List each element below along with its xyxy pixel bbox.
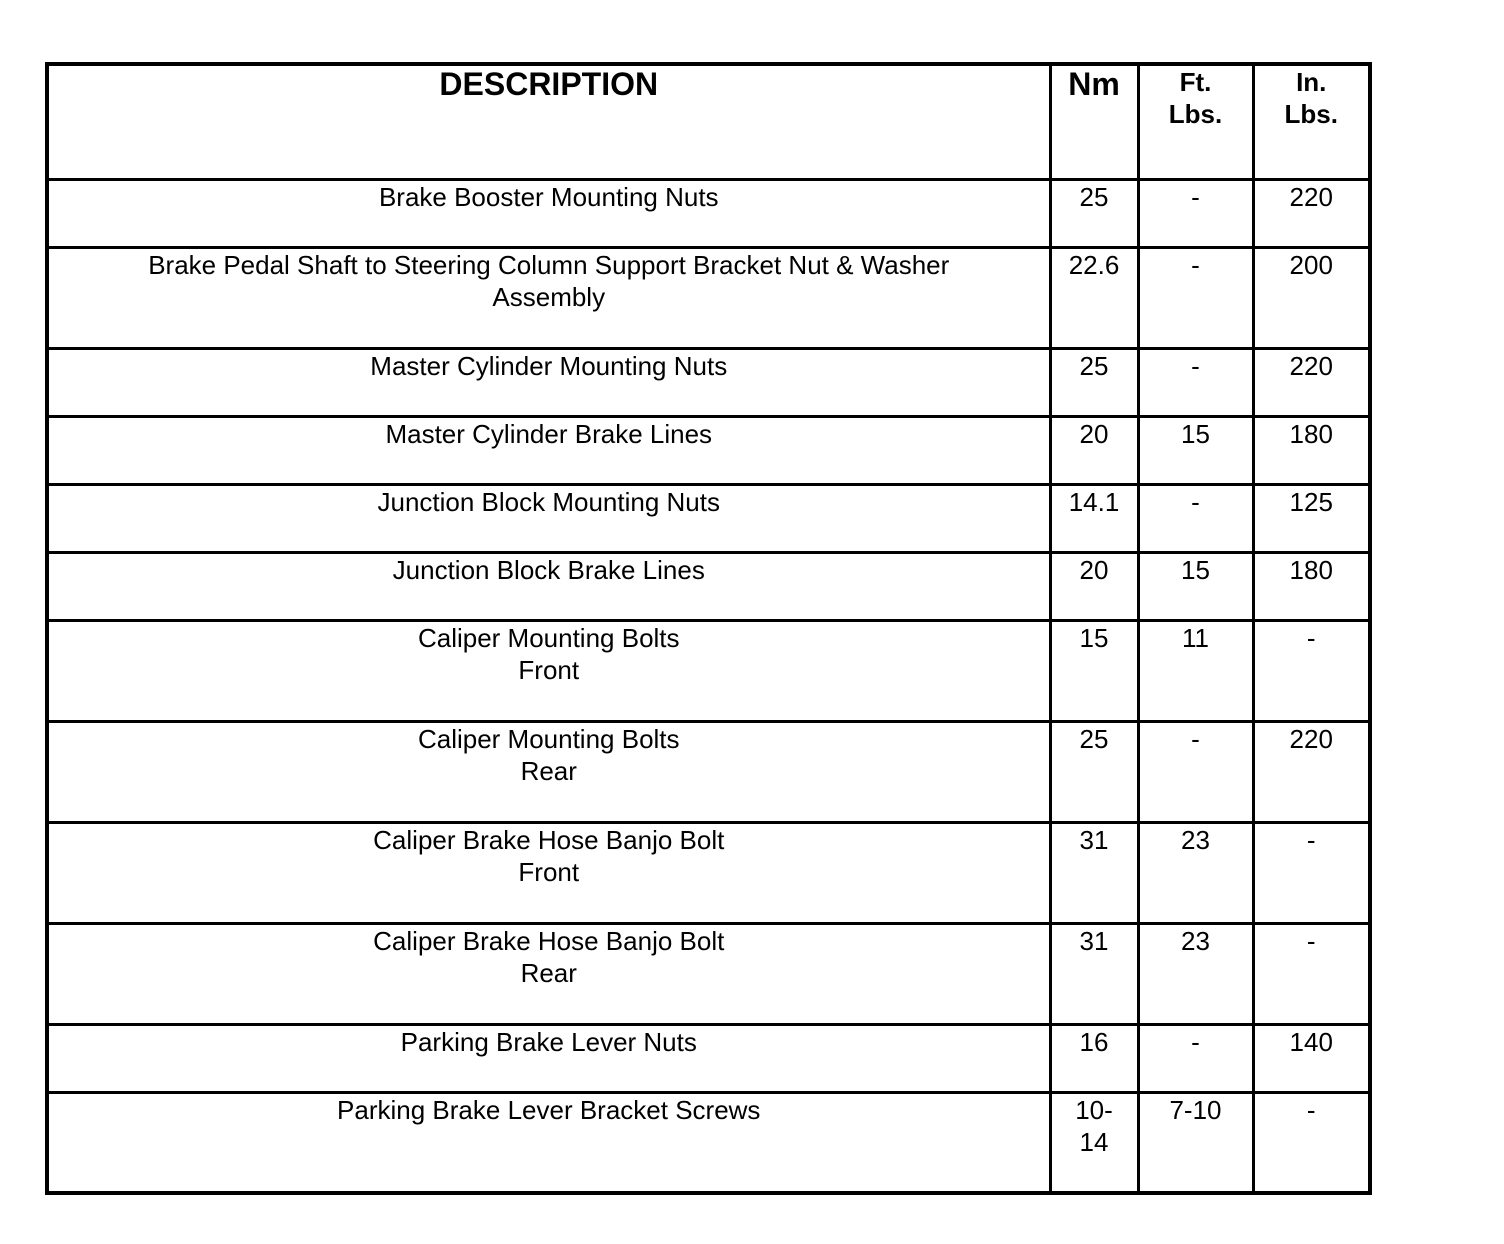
cell-description [47,721,1050,822]
cell-ft-lbs: 11 [1138,620,1253,721]
cell-ft-lbs: - [1138,1024,1253,1092]
cell-description [47,348,1050,416]
cell-nm [1050,923,1138,1024]
description-line1: Caliper Brake Hose Banjo Bolt [373,824,725,855]
cell-in-lbs: 220 [1253,179,1370,247]
nm-line1: 25 [1079,181,1109,212]
nm-line1: 22.6 [1068,249,1120,280]
nm-line1: 20 [1079,418,1109,449]
cell-ft-lbs: - [1138,721,1253,822]
table-row [47,620,1370,721]
table-row [47,552,1370,620]
cell-description [47,822,1050,923]
table-row [47,416,1370,484]
nm-line2: 14 [1079,1126,1109,1157]
cell-in-lbs: 125 [1253,484,1370,552]
nm-line1: 25 [1079,723,1109,754]
cell-nm [1050,822,1138,923]
header-in-lbs [1253,64,1370,179]
cell-description [47,1024,1050,1092]
description-line1: Master Cylinder Brake Lines [385,418,713,449]
description-line1: Master Cylinder Mounting Nuts [370,350,728,381]
table-row [47,1092,1370,1193]
header-nm: Nm [1050,64,1138,179]
description-line1: Parking Brake Lever Nuts [400,1026,697,1057]
torque-spec-table [45,62,1372,1195]
cell-ft-lbs: 7-10 [1138,1092,1253,1193]
header-ft-line2: Lbs. [1168,99,1223,129]
description-line1: Junction Block Mounting Nuts [377,486,720,517]
cell-in-lbs: - [1253,620,1370,721]
cell-in-lbs: 180 [1253,416,1370,484]
cell-nm [1050,247,1138,348]
cell-ft-lbs: 15 [1138,416,1253,484]
nm-line1: 20 [1079,554,1109,585]
description-line1: Junction Block Brake Lines [392,554,705,585]
cell-ft-lbs: - [1138,484,1253,552]
table-row [47,923,1370,1024]
description-line2: Front [518,654,580,685]
description-line1: Caliper Mounting Bolts [417,723,680,754]
table-body [47,179,1370,1193]
nm-line1: 16 [1079,1026,1109,1057]
cell-description [47,484,1050,552]
nm-line1: 31 [1079,925,1109,956]
cell-nm [1050,179,1138,247]
header-ft-line1: Ft. [1179,67,1212,97]
cell-in-lbs: 200 [1253,247,1370,348]
cell-in-lbs: - [1253,822,1370,923]
table-row [47,1024,1370,1092]
description-line2: Rear [520,755,577,786]
cell-in-lbs: - [1253,1092,1370,1193]
cell-nm [1050,348,1138,416]
nm-line1: 10- [1075,1094,1113,1125]
cell-nm [1050,620,1138,721]
cell-description [47,247,1050,348]
cell-description [47,179,1050,247]
cell-nm [1050,1092,1138,1193]
description-line1: Brake Booster Mounting Nuts [378,181,719,212]
description-line2: Front [518,856,580,887]
cell-in-lbs: 140 [1253,1024,1370,1092]
cell-ft-lbs: - [1138,247,1253,348]
table-row [47,721,1370,822]
header-in-line1: In. [1296,67,1327,97]
description-line1: Caliper Mounting Bolts [417,622,680,653]
cell-description [47,1092,1050,1193]
description-line2: Assembly [492,281,606,312]
table-row [47,247,1370,348]
cell-in-lbs: 220 [1253,721,1370,822]
table-row [47,484,1370,552]
nm-line1: 25 [1079,350,1109,381]
cell-ft-lbs: 23 [1138,923,1253,1024]
cell-ft-lbs: - [1138,348,1253,416]
table-row [47,822,1370,923]
table-row [47,179,1370,247]
description-line1: Parking Brake Lever Bracket Screws [337,1094,761,1125]
cell-nm [1050,1024,1138,1092]
table-row [47,348,1370,416]
cell-description [47,620,1050,721]
cell-description [47,416,1050,484]
cell-description [47,923,1050,1024]
cell-nm [1050,416,1138,484]
cell-in-lbs: 180 [1253,552,1370,620]
description-line1: Caliper Brake Hose Banjo Bolt [373,925,725,956]
cell-nm [1050,484,1138,552]
cell-description [47,552,1050,620]
cell-in-lbs: 220 [1253,348,1370,416]
cell-in-lbs: - [1253,923,1370,1024]
header-in-line2: Lbs. [1284,99,1338,129]
description-line2: Rear [520,957,577,988]
nm-line1: 31 [1079,824,1109,855]
nm-line1: 15 [1079,622,1109,653]
cell-ft-lbs: - [1138,179,1253,247]
header-ft-lbs [1138,64,1253,179]
cell-ft-lbs: 15 [1138,552,1253,620]
cell-nm [1050,552,1138,620]
header-description: DESCRIPTION [47,64,1050,179]
description-line1: Brake Pedal Shaft to Steering Column Support Bracket Nut & Washer [148,249,950,280]
header-row [47,64,1370,179]
nm-line1: 14.1 [1068,486,1120,517]
cell-nm [1050,721,1138,822]
cell-ft-lbs: 23 [1138,822,1253,923]
